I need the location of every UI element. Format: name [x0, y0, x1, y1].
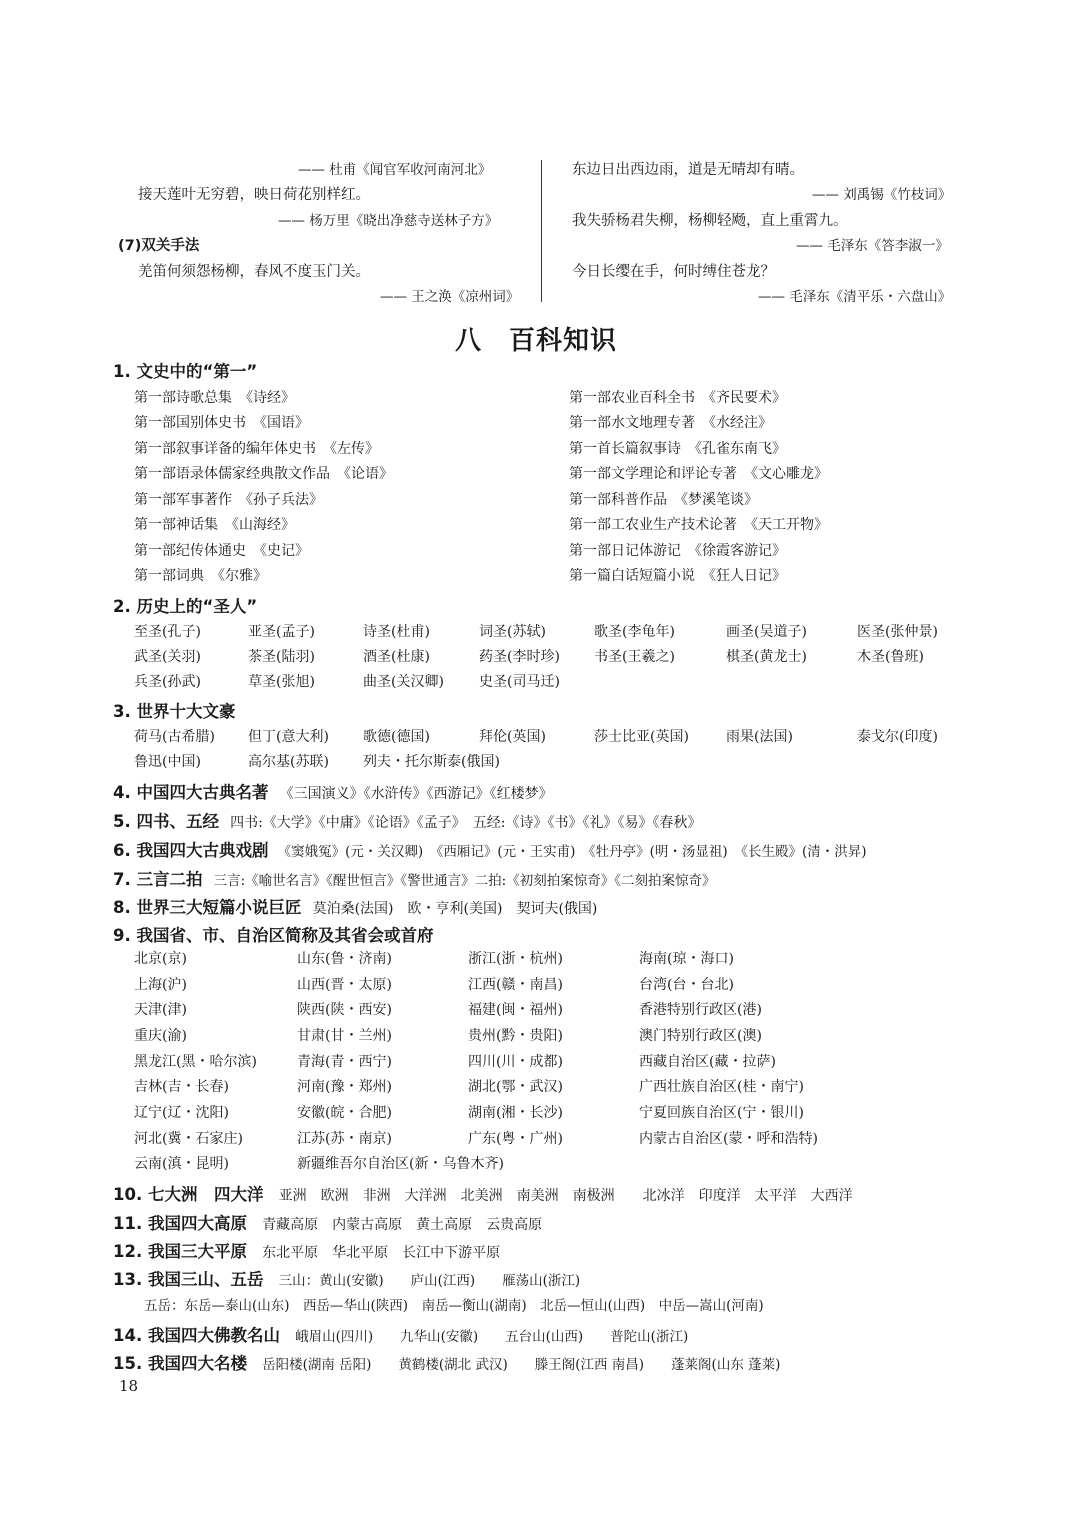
list-item: 西藏自治区(藏・拉萨) — [639, 1054, 776, 1070]
list-item: 宁夏回族自治区(宁・银川) — [639, 1105, 804, 1121]
grid-item: 茶圣(陆羽) — [248, 649, 315, 665]
list-item: 甘肃(甘・兰州) — [297, 1028, 392, 1044]
list-item: 河北(冀・石家庄) — [134, 1131, 243, 1147]
list-item: 第一部纪传体通史 《史记》 — [134, 543, 309, 559]
list-item: 广西壮族自治区(桂・南宁) — [639, 1079, 804, 1095]
poem-attribution: —— 王之涣《凉州词》 — [380, 289, 520, 305]
section-title: 11. 我国四大高原 — [113, 1214, 247, 1233]
poem-line: 我失骄杨君失柳，杨柳轻飏，直上重霄九。 — [572, 213, 848, 229]
section-title: 1. 文史中的“第一” — [113, 362, 258, 381]
list-item: 内蒙古自治区(蒙・呼和浩特) — [639, 1131, 818, 1147]
section-text: 亚洲 欧洲 非洲 大洋洲 北美洲 南美洲 南极洲 北冰洋 印度洋 太平洋 大西洋 — [278, 1188, 853, 1204]
section-row — [113, 1181, 853, 1205]
list-item: 吉林(吉・长春) — [134, 1079, 229, 1095]
section-row — [113, 866, 715, 890]
poem-attribution: —— 刘禹锡《竹枝词》 — [812, 187, 952, 203]
grid-item: 亚圣(孟子) — [248, 624, 315, 640]
list-item: 江苏(苏・南京) — [297, 1131, 392, 1147]
list-item: 重庆(渝) — [134, 1028, 187, 1044]
list-item: 第一部神话集 《山海经》 — [134, 517, 295, 533]
section-title: 14. 我国四大佛教名山 — [113, 1326, 280, 1345]
poem-attribution: —— 杨万里《晓出净慈寺送林子方》 — [278, 213, 499, 229]
section-title: 5. 四书、五经 — [113, 812, 219, 831]
grid-item: 草圣(张旭) — [248, 674, 315, 690]
list-item: 第一部工农业生产技术论著 《天工开物》 — [569, 517, 828, 533]
list-item: 上海(沪) — [134, 977, 187, 993]
list-item: 云南(滇・昆明) — [134, 1156, 229, 1172]
section-text: 峨眉山(四川) 九华山(安徽) 五台山(山西) 普陀山(浙江) — [295, 1329, 689, 1345]
section-row — [113, 1210, 542, 1234]
section-title: 2. 历史上的“圣人” — [113, 597, 258, 616]
section-row — [113, 808, 702, 832]
grid-item: 酒圣(杜康) — [363, 649, 430, 665]
list-item: 第一首长篇叙事诗 《孔雀东南飞》 — [569, 441, 786, 457]
list-item: 黑龙江(黑・哈尔滨) — [134, 1054, 257, 1070]
section-text: 岳阳楼(湖南 岳阳) 黄鹤楼(湖北 武汉) 滕王阁(江西 南昌) 蓬莱阁(山东 蓬莱) — [262, 1357, 781, 1373]
section-text: 《窦娥冤》(元・关汉卿) 《西厢记》(元・王实甫) 《牡丹亭》(明・汤显祖) 《长生殿》(清・洪昇) — [277, 844, 867, 860]
poem-attribution: —— 毛泽东《清平乐・六盘山》 — [758, 289, 952, 305]
section-text: 《三国演义》《水浒传》《西游记》《红楼梦》 — [279, 786, 553, 802]
list-item: 第一部水文地理专著 《水经注》 — [569, 415, 772, 431]
grid-item: 药圣(李时珍) — [479, 649, 560, 665]
list-item: 江西(赣・南昌) — [468, 977, 563, 993]
list-item: 第一篇白话短篇小说 《狂人日记》 — [569, 568, 786, 584]
section-title: 13. 我国三山、五岳 — [113, 1270, 264, 1289]
list-item: 香港特别行政区(港) — [639, 1002, 762, 1018]
section-title: 12. 我国三大平原 — [113, 1242, 247, 1261]
section-text: 东北平原 华北平原 长江中下游平原 — [262, 1245, 501, 1261]
section-title: 6. 我国四大古典戏剧 — [113, 841, 269, 860]
section-row — [113, 1238, 500, 1262]
list-item: 海南(琼・海口) — [639, 951, 734, 967]
grid-item: 至圣(孔子) — [134, 624, 201, 640]
list-item: 贵州(黔・贵阳) — [468, 1028, 563, 1044]
section-title: 15. 我国四大名楼 — [113, 1354, 247, 1373]
list-item: 福建(闽・福州) — [468, 1002, 563, 1018]
section-row — [113, 1350, 780, 1374]
list-item: 第一部词典 《尔雅》 — [134, 568, 267, 584]
grid-item: 荷马(古希腊) — [134, 729, 215, 745]
poem-line: 接天莲叶无穷碧，映日荷花别样红。 — [138, 187, 370, 203]
list-item: 台湾(台・台北) — [639, 977, 734, 993]
grid-item: 曲圣(关汉卿) — [363, 674, 444, 690]
section-title: 4. 中国四大古典名著 — [113, 783, 269, 802]
grid-item: 高尔基(苏联) — [248, 754, 329, 770]
list-item: 第一部日记体游记 《徐霞客游记》 — [569, 543, 786, 559]
section-text: 三山：黄山(安徽) 庐山(江西) 雁荡山(浙江) — [278, 1273, 581, 1289]
poem-line: 今日长缨在手，何时缚住苍龙？ — [572, 264, 775, 280]
list-item: 第一部语录体儒家经典散文作品 《论语》 — [134, 466, 393, 482]
column-divider — [541, 160, 542, 302]
grid-item: 医圣(张仲景) — [857, 624, 938, 640]
section-title: 3. 世界十大文豪 — [113, 702, 236, 721]
list-item: 山西(晋・太原) — [297, 977, 392, 993]
section-title: 10. 七大洲 四大洋 — [113, 1185, 264, 1204]
list-item: 北京(京) — [134, 951, 187, 967]
list-item: 青海(青・西宁) — [297, 1054, 392, 1070]
list-item: 第一部文学理论和评论专著 《文心雕龙》 — [569, 466, 828, 482]
grid-item: 兵圣(孙武) — [134, 674, 201, 690]
list-item: 河南(豫・郑州) — [297, 1079, 392, 1095]
grid-item: 画圣(吴道子) — [726, 624, 807, 640]
list-item: 第一部军事著作 《孙子兵法》 — [134, 492, 323, 508]
grid-item: 鲁迅(中国) — [134, 754, 201, 770]
list-item: 第一部诗歌总集 《诗经》 — [134, 390, 295, 406]
subsection-heading: (7)双关手法 — [118, 238, 200, 254]
list-item: 湖南(湘・长沙) — [468, 1105, 563, 1121]
section-text: 四书:《大学》《中庸》《论语》《孟子》 五经:《诗》《书》《礼》《易》《春秋》 — [230, 815, 702, 831]
grid-item: 但丁(意大利) — [248, 729, 329, 745]
list-item: 第一部叙事详备的编年体史书 《左传》 — [134, 441, 379, 457]
list-item: 新疆维吾尔自治区(新・乌鲁木齐) — [297, 1156, 504, 1172]
list-item: 第一部国别体史书 《国语》 — [134, 415, 309, 431]
list-item: 广东(粤・广州) — [468, 1131, 563, 1147]
grid-item: 棋圣(黄龙士) — [726, 649, 807, 665]
list-item: 第一部农业百科全书 《齐民要术》 — [569, 390, 786, 406]
grid-item: 列夫・托尔斯泰(俄国) — [363, 754, 500, 770]
grid-item: 莎士比亚(英国) — [594, 729, 689, 745]
section-row — [113, 779, 553, 803]
list-item: 澳门特别行政区(澳) — [639, 1028, 762, 1044]
poem-attribution: —— 毛泽东《答李淑一》 — [796, 238, 949, 254]
list-item: 辽宁(辽・沈阳) — [134, 1105, 229, 1121]
grid-item: 雨果(法国) — [726, 729, 793, 745]
list-item: 第一部科普作品 《梦溪笔谈》 — [569, 492, 758, 508]
poem-line: 羌笛何须怨杨柳，春风不度玉门关。 — [138, 264, 370, 280]
list-item: 浙江(浙・杭州) — [468, 951, 563, 967]
section-row — [113, 1322, 688, 1346]
grid-item: 泰戈尔(印度) — [857, 729, 938, 745]
section-row — [113, 1266, 580, 1290]
section-row — [113, 837, 866, 861]
grid-item: 词圣(苏轼) — [479, 624, 546, 640]
poem-line: 东边日出西边雨，道是无晴却有晴。 — [572, 162, 804, 178]
list-item: 安徽(皖・合肥) — [297, 1105, 392, 1121]
list-item: 山东(鲁・济南) — [297, 951, 392, 967]
grid-item: 诗圣(杜甫) — [363, 624, 430, 640]
grid-item: 书圣(王羲之) — [594, 649, 675, 665]
grid-item: 歌德(德国) — [363, 729, 430, 745]
section-title: 9. 我国省、市、自治区简称及其省会或首府 — [113, 926, 434, 945]
grid-item: 史圣(司马迁) — [479, 674, 560, 690]
section-text: 莫泊桑(法国) 欧・亨利(美国) 契诃夫(俄国) — [312, 901, 598, 917]
grid-item: 武圣(关羽) — [134, 649, 201, 665]
list-item: 陕西(陕・西安) — [297, 1002, 392, 1018]
chapter-title: 八 百科知识 — [455, 326, 618, 356]
page-number: 18 — [119, 1377, 139, 1395]
section-text: 青藏高原 内蒙古高原 黄土高原 云贵高原 — [262, 1217, 543, 1233]
section-title: 7. 三言二拍 — [113, 870, 203, 889]
grid-item: 木圣(鲁班) — [857, 649, 924, 665]
section-text: 五岳：东岳—泰山(山东) 西岳—华山(陕西) 南岳—衡山(湖南) 北岳—恒山(山西) 中岳—嵩山(河南) — [144, 1298, 764, 1314]
list-item: 四川(川・成都) — [468, 1054, 563, 1070]
list-item: 天津(津) — [134, 1002, 187, 1018]
grid-item: 拜伦(英国) — [479, 729, 546, 745]
section-row — [113, 894, 597, 918]
section-title: 8. 世界三大短篇小说巨匠 — [113, 898, 302, 917]
grid-item: 歌圣(李龟年) — [594, 624, 675, 640]
list-item: 湖北(鄂・武汉) — [468, 1079, 563, 1095]
poem-attribution: —— 杜甫《闻官军收河南河北》 — [298, 162, 492, 178]
section-text: 三言:《喻世名言》《醒世恒言》《警世通言》二拍:《初刻拍案惊奇》《二刻拍案惊奇》 — [213, 873, 716, 889]
